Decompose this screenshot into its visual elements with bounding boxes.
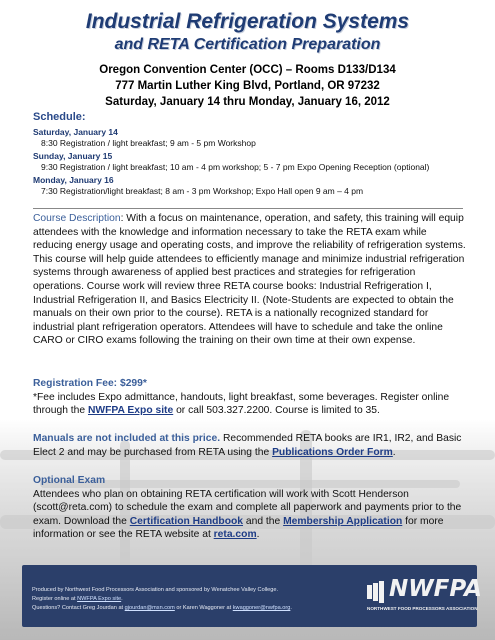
- registration-text: *Fee includes Expo admittance, handouts, light breakfast, some beverages. Register online through the: [33, 391, 450, 417]
- registration-section: [33, 377, 468, 418]
- registration-label: Registration Fee: $299*: [33, 378, 147, 389]
- greg-email-link[interactable]: gjourdan@msn.com: [124, 605, 175, 611]
- venue-address: 777 Martin Luther King Blvd, Portland, OR 97232: [115, 80, 380, 92]
- nwfpa-expo-link[interactable]: NWFPA Expo site: [87, 405, 174, 417]
- footer-register: [32, 596, 123, 602]
- exam-text: Attendees who plan on obtaining RETA certification will work with Scott Henderson (scott@reta.com) to schedule the exam and complete all paperwork and payments prior to the exam. Download the: [33, 488, 462, 527]
- manuals-text-end: .: [392, 446, 396, 458]
- divider: [33, 208, 463, 209]
- registration-text-end: or call 503.327.2200. Course is limited to 35.: [173, 405, 380, 417]
- exam-text-4: .: [256, 529, 260, 541]
- manuals-section: [33, 432, 468, 459]
- title-sub: and RETA Certification Preparation: [114, 36, 381, 53]
- exam-section: [33, 474, 468, 542]
- exam-label: Optional Exam: [33, 475, 106, 486]
- footer-contact-end: .: [290, 605, 292, 611]
- membership-application-link[interactable]: Membership Application: [283, 515, 403, 527]
- footer-producer: Produced by Northwest Food Processors Association and sponsored by Wenatchee Valley College.: [32, 587, 279, 593]
- nwfpa-logo-mark-icon: [367, 581, 385, 603]
- logo-tagline: NORTHWEST FOOD PROCESSORS ASSOCIATION: [367, 606, 478, 611]
- karen-email-link[interactable]: kwaggoner@nwfpa.org: [232, 605, 291, 611]
- venue-name: Oregon Convention Center (OCC) – Rooms D133/D134: [99, 64, 396, 76]
- footer-banner: [22, 565, 482, 627]
- manuals-label: Manuals are not included at this price.: [33, 433, 221, 444]
- manuals-text: Recommended RETA books are IR1, IR2, and Basic Elect 2 and may be purchased from RETA using the: [33, 433, 462, 458]
- publications-order-form-link[interactable]: Publications Order Form: [272, 446, 393, 458]
- nwfpa-logo: [367, 576, 482, 620]
- schedule-detail: 9:30 Registration / light breakfast; 10 am - 4 pm workshop; 5 - 7 pm Expo Opening Reception (optional): [41, 162, 430, 172]
- footer-register-end: .: [121, 596, 123, 602]
- schedule-day: Sunday, January 15: [33, 151, 113, 161]
- event-dates: Saturday, January 14 thru Monday, January 16, 2012: [105, 96, 390, 108]
- exam-text-2: and the: [243, 515, 284, 527]
- footer-contacts: [32, 605, 292, 611]
- schedule-heading: Schedule:: [33, 111, 86, 123]
- title-main: Industrial Refrigeration Systems: [85, 10, 410, 33]
- course-label: Course Description: [33, 213, 121, 224]
- certification-handbook-link[interactable]: Certification Handbook: [129, 515, 244, 527]
- logo-wordmark: NWFPA: [389, 576, 482, 602]
- schedule-day: Saturday, January 14: [33, 127, 118, 137]
- footer-contact-mid: or Karen Waggoner at: [174, 605, 233, 611]
- footer-expo-link[interactable]: NWFPA Expo site: [77, 596, 122, 602]
- course-description: [33, 212, 468, 348]
- schedule-detail: 8:30 Registration / light breakfast; 9 am - 5 pm Workshop: [41, 138, 256, 148]
- course-text: : With a focus on maintenance, operation, and safety, this training will equip attendees with the knowledge and information necessary to take the RETA exam while reducing energy usage and operating costs, and improve the reliability of refrigeration systems. This course will help guide attendees to efficiently manage and minimize industrial refrigeration systems through awareness of applied best practices and strategies for refrigeration operations. Course work will review three RETA course books: Industrial Refrigeration I, Industrial Refrigeration II, and Basics Electricity II. (Note-Students are expected to obtain the manuals on their own prior to the course). RETA is a nationally recognized standard for industrial plant refrigeration operators. Attendees will have to schedule and take the online CARO or CIRO exams following the training on their own time at their own expense.: [33, 213, 466, 347]
- footer-contact-text: Questions? Contact Greg Jourdan at: [32, 605, 125, 611]
- reta-website-link[interactable]: reta.com: [213, 529, 257, 541]
- schedule-detail: 7:30 Registration/light breakfast; 8 am - 3 pm Workshop; Expo Hall open 9 am – 4 pm: [41, 186, 364, 196]
- schedule-day: Monday, January 16: [33, 175, 114, 185]
- exam-text-3: for more information or see the RETA website at: [33, 515, 444, 541]
- footer-register-text: Register online at: [32, 596, 78, 602]
